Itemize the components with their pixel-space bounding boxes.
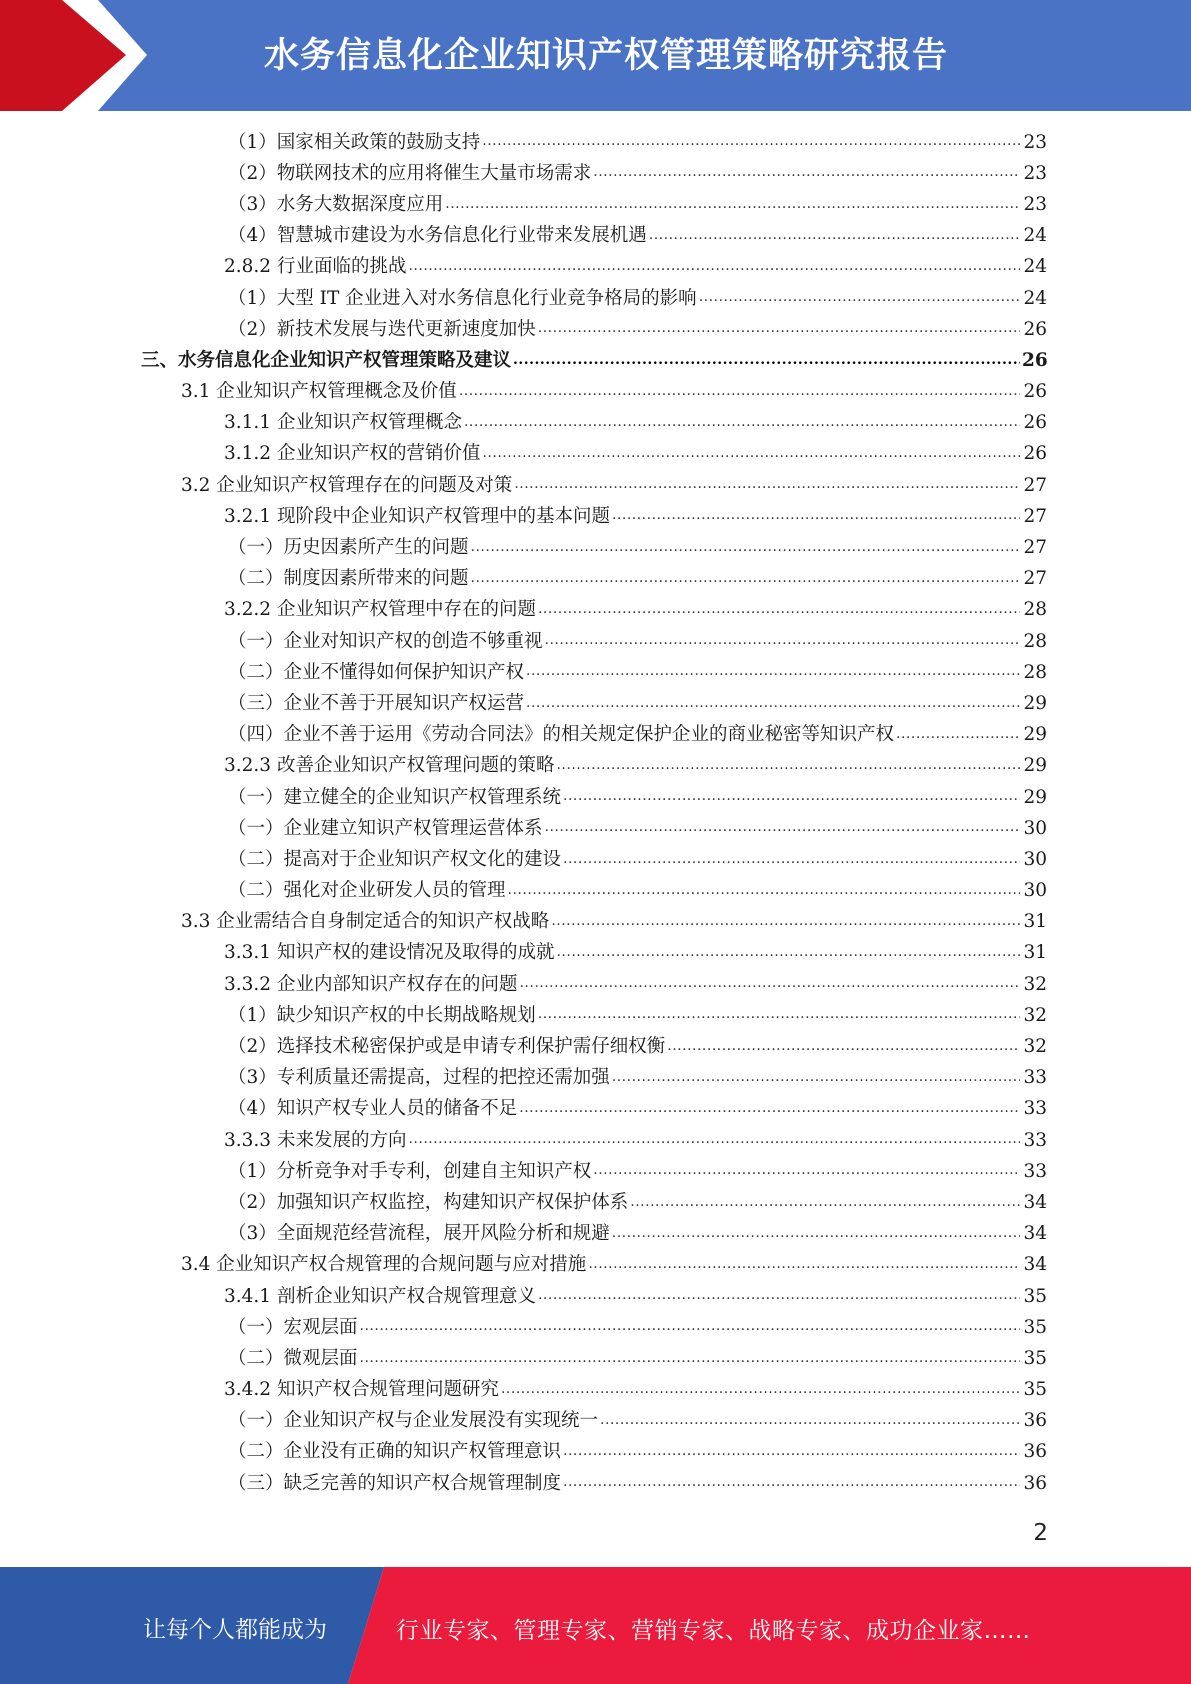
toc-entry-label: （2）物联网技术的应用将催生大量市场需求 (228, 162, 592, 184)
toc-entry-page: 29 (1023, 755, 1047, 777)
toc-leader-dots (513, 349, 1020, 371)
toc-entry[interactable] (0, 127, 1047, 158)
toc-leader-dots (482, 442, 1020, 464)
toc-entry-label: 3.1 企业知识产权管理概念及价值 (181, 381, 457, 403)
toc-entry-page: 34 (1023, 1254, 1047, 1276)
toc-entry-label: （二）提高对于企业知识产权文化的建设 (228, 848, 562, 870)
toc-leader-dots (519, 1097, 1020, 1119)
toc-entry-label: 3.2.3 改善企业知识产权管理问题的策略 (224, 755, 555, 777)
toc-entry[interactable] (0, 969, 1047, 1000)
toc-leader-dots (538, 1284, 1020, 1306)
toc-entry[interactable] (0, 1125, 1047, 1156)
toc-entry-page: 28 (1023, 661, 1047, 683)
toc-leader-dots (526, 692, 1020, 714)
toc-entry-page: 35 (1023, 1285, 1047, 1307)
toc-entry-page: 23 (1023, 131, 1047, 153)
toc-entry-page: 34 (1023, 1223, 1047, 1245)
toc-entry[interactable] (0, 876, 1047, 907)
toc-entry-page: 35 (1023, 1379, 1047, 1401)
toc-entry-page: 30 (1023, 848, 1047, 870)
toc-leader-dots (360, 1347, 1020, 1369)
toc-entry-label: （二）微观层面 (228, 1347, 358, 1369)
toc-leader-dots (471, 567, 1020, 589)
toc-entry[interactable] (0, 1094, 1047, 1125)
toc-entry[interactable] (0, 688, 1047, 719)
toc-leader-dots (588, 1253, 1020, 1275)
toc-leader-dots (551, 910, 1020, 932)
toc-entry-page: 27 (1023, 537, 1047, 559)
toc-entry-page: 34 (1023, 1191, 1047, 1213)
toc-entry[interactable] (0, 377, 1047, 408)
toc-entry[interactable] (0, 1281, 1047, 1312)
toc-entry[interactable] (0, 1156, 1047, 1187)
toc-entry[interactable] (0, 1031, 1047, 1062)
toc-entry-label: （2）选择技术秘密保护或是申请专利保护需仔细权衡 (228, 1036, 666, 1058)
toc-entry-label: （一）建立健全的企业知识产权管理系统 (228, 786, 562, 808)
toc-entry[interactable] (0, 564, 1047, 595)
toc-entry-label: 3.3.1 知识产权的建设情况及取得的成就 (224, 942, 555, 964)
toc-leader-dots (563, 848, 1020, 870)
page-footer (0, 1567, 1191, 1684)
toc-entry-label: （2）新技术发展与迭代更新速度加快 (228, 318, 536, 340)
toc-entry-page: 24 (1023, 225, 1047, 247)
toc-entry[interactable] (0, 844, 1047, 875)
toc-entry-label: 3.2.2 企业知识产权管理中存在的问题 (224, 599, 536, 621)
toc-entry[interactable] (0, 1406, 1047, 1437)
toc-entry-page: 26 (1023, 318, 1047, 340)
toc-entry-label: （1）缺少知识产权的中长期战略规划 (228, 1004, 536, 1026)
toc-entry-page: 26 (1023, 412, 1047, 434)
toc-entry-page: 26 (1022, 349, 1048, 371)
toc-entry-page: 23 (1023, 193, 1047, 215)
toc-leader-dots (612, 1222, 1020, 1244)
toc-entry-label: （三）企业不善于开展知识产权运营 (228, 692, 525, 714)
toc-entry[interactable] (0, 1219, 1047, 1250)
toc-entry-page: 32 (1023, 973, 1047, 995)
toc-entry-page: 35 (1023, 1316, 1047, 1338)
toc-entry[interactable] (0, 439, 1047, 470)
toc-leader-dots (538, 317, 1020, 339)
toc-entry[interactable] (0, 221, 1047, 252)
toc-entry-page: 23 (1023, 162, 1047, 184)
toc-entry[interactable] (0, 1468, 1047, 1499)
toc-entry-label: （3）专利质量还需提高，过程的把控还需加强 (228, 1067, 610, 1089)
toc-entry-label: 3.3 企业需结合自身制定适合的知识产权战略 (181, 911, 550, 933)
toc-entry-label: （三）缺乏完善的知识产权合规管理制度 (228, 1472, 562, 1494)
toc-entry-page: 28 (1023, 599, 1047, 621)
toc-entry-label: （一）企业对知识产权的创造不够重视 (228, 630, 543, 652)
toc-leader-dots (563, 785, 1020, 807)
toc-entry-label: 3.2 企业知识产权管理存在的问题及对策 (181, 474, 513, 496)
toc-entry-label: （一）企业建立知识产权管理运营体系 (228, 817, 543, 839)
toc-entry[interactable] (0, 720, 1047, 751)
toc-leader-dots (563, 1471, 1020, 1493)
toc-entry-label: 3.2.1 现阶段中企业知识产权管理中的基本问题 (224, 505, 610, 527)
toc-entry[interactable] (0, 1437, 1047, 1468)
toc-leader-dots (538, 1003, 1020, 1025)
toc-entry-label: 3.4.1 剖析企业知识产权合规管理意义 (224, 1285, 536, 1307)
toc-entry[interactable] (0, 1250, 1047, 1281)
page-header (0, 0, 1191, 111)
chevron-decoration-icon (0, 0, 160, 111)
toc-entry-page: 24 (1023, 287, 1047, 309)
toc-entry[interactable] (0, 470, 1047, 501)
toc-entry-page: 33 (1023, 1098, 1047, 1120)
toc-entry-page: 24 (1023, 256, 1047, 278)
toc-leader-dots (501, 1378, 1020, 1400)
toc-entry[interactable] (0, 532, 1047, 563)
toc-entry-label: （1）大型 IT 企业进入对水务信息化行业竞争格局的影响 (228, 287, 697, 309)
toc-leader-dots (459, 380, 1020, 402)
toc-leader-dots (482, 130, 1020, 152)
toc-entry[interactable] (0, 501, 1047, 532)
toc-entry-page: 28 (1023, 630, 1047, 652)
toc-entry-page: 30 (1023, 817, 1047, 839)
toc-entry-label: （1）国家相关政策的鼓励支持 (228, 131, 481, 153)
toc-entry-label: （二）制度因素所带来的问题 (228, 568, 469, 590)
toc-entry[interactable] (0, 1375, 1047, 1406)
report-title: 水务信息化企业知识产权管理策略研究报告 (264, 36, 949, 76)
toc-leader-dots (360, 1315, 1020, 1337)
toc-entry[interactable] (0, 1343, 1047, 1374)
toc-entry-page: 29 (1023, 724, 1047, 746)
toc-leader-dots (519, 972, 1020, 994)
toc-entry[interactable] (0, 595, 1047, 626)
toc-entry[interactable] (0, 1187, 1047, 1218)
toc-entry-page: 27 (1023, 474, 1047, 496)
toc-leader-dots (471, 536, 1020, 558)
toc-entry-label: （一）历史因素所产生的问题 (228, 537, 469, 559)
toc-entry-page: 26 (1023, 381, 1047, 403)
toc-entry[interactable] (0, 938, 1047, 969)
page-number: 2 (1033, 1520, 1048, 1546)
toc-leader-dots (538, 598, 1020, 620)
toc-leader-dots (630, 1191, 1020, 1213)
toc-leader-dots (464, 411, 1020, 433)
toc-entry-page: 26 (1023, 443, 1047, 465)
toc-entry-label: 2.8.2 行业面临的挑战 (224, 256, 407, 278)
toc-entry-page: 31 (1023, 911, 1047, 933)
toc-entry-label: （1）分析竞争对手专利，创建自主知识产权 (228, 1160, 592, 1182)
toc-entry-label: （二）企业不懂得如何保护知识产权 (228, 661, 525, 683)
toc-entry-label: 3.1.1 企业知识产权管理概念 (224, 412, 462, 434)
toc-entry-page: 32 (1023, 1036, 1047, 1058)
toc-entry-label: （四）企业不善于运用《劳动合同法》的相关规定保护企业的商业秘密等知识产权 (228, 724, 895, 746)
toc-leader-dots (545, 816, 1020, 838)
toc-entry-label: （4）知识产权专业人员的储备不足 (228, 1098, 518, 1120)
toc-entry-page: 29 (1023, 786, 1047, 808)
toc-leader-dots (593, 161, 1020, 183)
toc-leader-dots (593, 1159, 1020, 1181)
toc-entry-label: 3.3.3 未来发展的方向 (224, 1129, 407, 1151)
toc-entry-label: （一）宏观层面 (228, 1316, 358, 1338)
toc-leader-dots (612, 504, 1020, 526)
toc-leader-dots (556, 941, 1020, 963)
toc-leader-dots (612, 1066, 1020, 1088)
toc-entry[interactable] (0, 626, 1047, 657)
toc-entry-label: （3）水务大数据深度应用 (228, 193, 444, 215)
toc-leader-dots (563, 1440, 1020, 1462)
toc-leader-dots (896, 723, 1020, 745)
footer-slogan-right: 行业专家、管理专家、营销专家、战略专家、成功企业家…… (396, 1618, 1031, 1644)
toc-entry-page: 30 (1023, 880, 1047, 902)
toc-entry-label: 3.4.2 知识产权合规管理问题研究 (224, 1379, 499, 1401)
toc-entry[interactable] (0, 782, 1047, 813)
toc-leader-dots (445, 193, 1020, 215)
toc-leader-dots (408, 255, 1020, 277)
toc-leader-dots (514, 473, 1020, 495)
toc-entry[interactable] (0, 158, 1047, 189)
toc-entry[interactable] (0, 907, 1047, 938)
toc-entry-page: 33 (1023, 1160, 1047, 1182)
toc-entry[interactable] (0, 314, 1047, 345)
toc-entry-label: 3.4 企业知识产权合规管理的合规问题与应对措施 (181, 1254, 587, 1276)
toc-entry[interactable] (0, 1312, 1047, 1343)
toc-entry[interactable] (0, 189, 1047, 220)
toc-entry[interactable] (0, 283, 1047, 314)
toc-leader-dots (526, 660, 1020, 682)
toc-leader-dots (556, 754, 1020, 776)
toc-entry-page: 36 (1023, 1410, 1047, 1432)
toc-entry-label: （一）企业知识产权与企业发展没有实现统一 (228, 1410, 599, 1432)
toc-entry-page: 29 (1023, 692, 1047, 714)
toc-entry[interactable] (0, 345, 1047, 376)
toc-entry-label: （二）企业没有正确的知识产权管理意识 (228, 1441, 562, 1463)
toc-entry-page: 31 (1023, 942, 1047, 964)
toc-leader-dots (508, 879, 1020, 901)
toc-entry-label: （3）全面规范经营流程，展开风险分析和规避 (228, 1223, 610, 1245)
toc-entry[interactable] (0, 408, 1047, 439)
toc-entry-label: 3.3.2 企业内部知识产权存在的问题 (224, 973, 518, 995)
toc-entry-page: 27 (1023, 505, 1047, 527)
toc-entry-page: 33 (1023, 1067, 1047, 1089)
toc-entry[interactable] (0, 1000, 1047, 1031)
toc-entry-label: （4）智慧城市建设为水务信息化行业带来发展机遇 (228, 225, 647, 247)
toc-entry-label: 3.1.2 企业知识产权的营销价值 (224, 443, 481, 465)
toc-entry-label: （二）强化对企业研发人员的管理 (228, 880, 506, 902)
toc-entry[interactable] (0, 1063, 1047, 1094)
toc-entry-page: 36 (1023, 1441, 1047, 1463)
toc-entry[interactable] (0, 657, 1047, 688)
toc-entry-page: 36 (1023, 1472, 1047, 1494)
toc-leader-dots (545, 629, 1020, 651)
toc-entry[interactable] (0, 751, 1047, 782)
toc-leader-dots (408, 1128, 1020, 1150)
toc-leader-dots (649, 224, 1020, 246)
toc-entry-page: 32 (1023, 1004, 1047, 1026)
toc-entry-page: 35 (1023, 1347, 1047, 1369)
toc-entry[interactable] (0, 252, 1047, 283)
toc-entry-page: 27 (1023, 568, 1047, 590)
toc-entry-label: （2）加强知识产权监控，构建知识产权保护体系 (228, 1191, 629, 1213)
toc-entry-label: 三、水务信息化企业知识产权管理策略及建议 (141, 349, 512, 371)
footer-slogan-left: 让每个人都能成为 (143, 1617, 327, 1643)
toc-leader-dots (600, 1409, 1020, 1431)
toc-entry-page: 33 (1023, 1129, 1047, 1151)
toc-leader-dots (699, 286, 1020, 308)
toc-entry[interactable] (0, 813, 1047, 844)
table-of-contents (0, 127, 1191, 1499)
toc-leader-dots (667, 1035, 1020, 1057)
